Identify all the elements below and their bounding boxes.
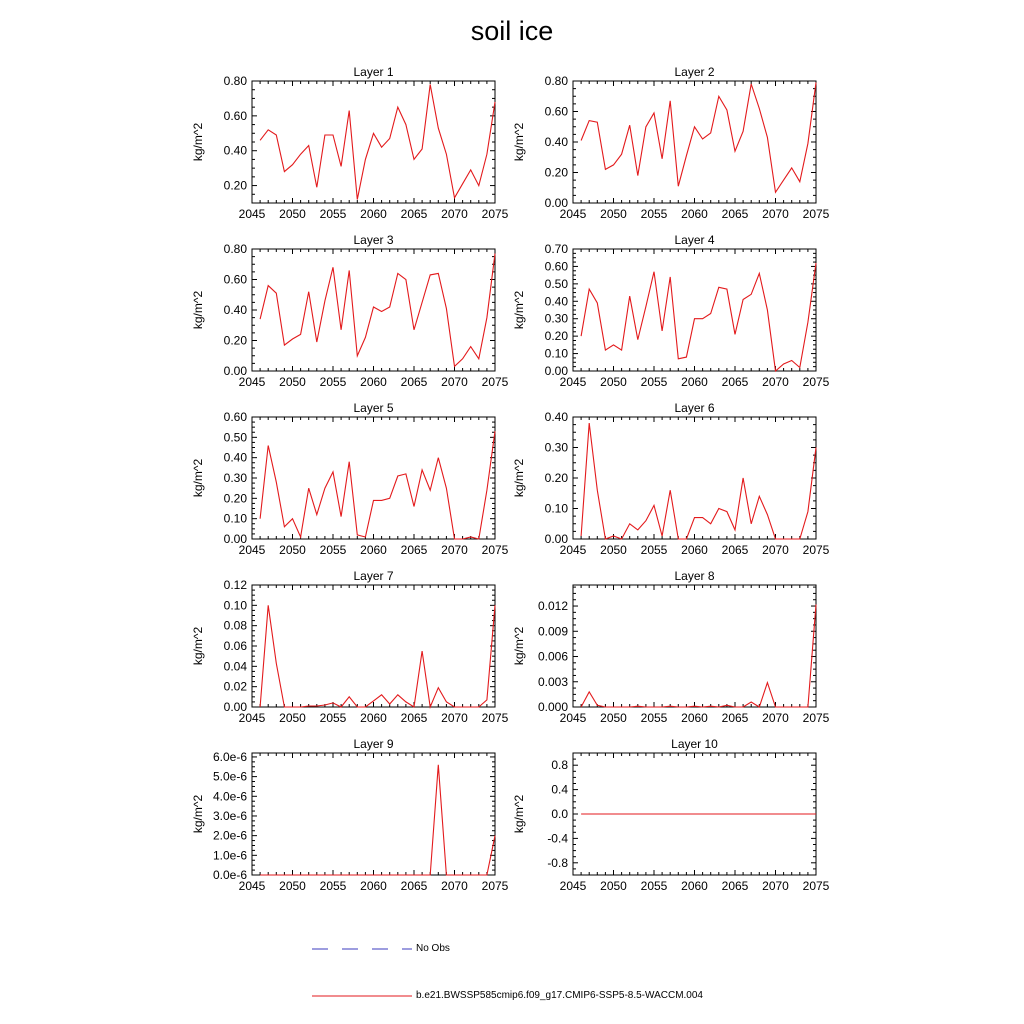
y-tick-label: 0.70 [544, 242, 568, 256]
x-tick-label: 2060 [681, 879, 708, 893]
x-tick-label: 2065 [400, 375, 428, 389]
x-tick-label: 2070 [762, 711, 789, 725]
x-tick-label: 2070 [441, 375, 468, 389]
y-tick-label: 0.50 [223, 430, 247, 445]
x-tick-label: 2055 [319, 375, 347, 389]
y-tick-label: 0.003 [537, 674, 568, 689]
x-tick-label: 2070 [762, 879, 789, 893]
chart-title: soil ice [470, 16, 554, 46]
x-tick-label: 2075 [481, 207, 509, 221]
y-tick-label: 0.20 [544, 329, 568, 344]
y-axis-label: kg/m^2 [191, 122, 205, 162]
x-tick-label: 2075 [802, 543, 830, 557]
y-tick-label: 0.20 [223, 178, 247, 193]
y-tick-label: 5.0e-6 [212, 769, 247, 784]
x-tick-label: 2045 [238, 543, 266, 557]
y-axis-label: kg/m^2 [512, 626, 526, 666]
y-tick-label: 0.000 [537, 700, 568, 714]
y-tick-label: 1.0e-6 [212, 848, 247, 863]
x-tick-label: 2045 [238, 711, 266, 725]
y-tick-label: 0.00 [223, 532, 247, 546]
y-tick-label: 4.0e-6 [212, 789, 247, 804]
x-tick-label: 2045 [559, 879, 587, 893]
x-tick-label: 2045 [238, 207, 266, 221]
y-tick-label: 0.40 [223, 450, 247, 465]
panel-title: Layer 10 [671, 737, 718, 751]
y-tick-label: 0.10 [544, 501, 568, 516]
x-tick-label: 2050 [600, 375, 627, 389]
x-tick-label: 2055 [640, 375, 668, 389]
y-tick-label: 0.80 [544, 74, 568, 88]
x-tick-label: 2070 [762, 207, 789, 221]
x-tick-label: 2075 [481, 543, 509, 557]
panel-title: Layer 2 [674, 65, 715, 79]
x-tick-label: 2070 [441, 207, 468, 221]
x-tick-label: 2055 [640, 711, 668, 725]
y-tick-label: 0.06 [223, 639, 247, 653]
y-tick-label: 0.40 [223, 303, 247, 317]
x-tick-label: 2065 [721, 375, 749, 389]
y-tick-label: 0.60 [544, 104, 568, 119]
x-tick-label: 2060 [681, 375, 708, 389]
x-tick-label: 2050 [279, 207, 306, 221]
y-tick-label: 0.50 [544, 276, 568, 291]
y-tick-label: 0.00 [223, 364, 247, 378]
x-tick-label: 2050 [600, 543, 627, 557]
panel-title: Layer 1 [353, 65, 394, 79]
x-tick-label: 2075 [802, 879, 830, 893]
y-tick-label: 0.40 [544, 135, 568, 149]
x-tick-label: 2045 [559, 543, 587, 557]
y-axis-label: kg/m^2 [512, 458, 526, 498]
y-tick-label: 0.20 [223, 491, 247, 506]
x-tick-label: 2065 [721, 543, 749, 557]
x-tick-label: 2065 [400, 879, 428, 893]
x-tick-label: 2070 [441, 879, 468, 893]
panel-title: Layer 8 [674, 569, 715, 583]
x-tick-label: 2045 [559, 375, 587, 389]
x-tick-label: 2075 [802, 207, 830, 221]
x-tick-label: 2060 [681, 543, 708, 557]
x-tick-label: 2070 [441, 543, 468, 557]
y-tick-label: 0.60 [223, 410, 247, 424]
x-tick-label: 2050 [279, 879, 306, 893]
y-tick-label: 0.40 [544, 294, 568, 309]
x-tick-label: 2060 [360, 543, 387, 557]
legend-model-label: b.e21.BWSSP585cmip6.f09_g17.CMIP6-SSP5-8.5-WACCM.004 [416, 990, 703, 1001]
y-tick-label: 0.10 [223, 511, 247, 526]
y-tick-label: 0.0 [551, 807, 568, 821]
y-tick-label: 0.00 [544, 364, 568, 378]
panel-title: Layer 4 [674, 233, 715, 247]
y-tick-label: 0.20 [544, 471, 568, 485]
y-tick-label: 0.10 [223, 598, 247, 613]
y-tick-label: 0.80 [223, 242, 247, 256]
y-tick-label: 0.20 [223, 333, 247, 348]
x-tick-label: 2065 [400, 711, 428, 725]
x-tick-label: 2055 [640, 207, 668, 221]
y-tick-label: 0.10 [544, 346, 568, 361]
y-tick-label: 0.04 [223, 659, 247, 674]
x-tick-label: 2050 [600, 711, 627, 725]
y-tick-label: 0.0e-6 [212, 868, 247, 882]
y-tick-label: 0.00 [544, 196, 568, 210]
x-tick-label: 2060 [681, 711, 708, 725]
y-tick-label: 2.0e-6 [212, 828, 247, 843]
x-tick-label: 2060 [681, 207, 708, 221]
x-tick-label: 2075 [802, 711, 830, 725]
y-tick-label: 0.40 [544, 410, 568, 424]
y-axis-label: kg/m^2 [191, 458, 205, 498]
x-tick-label: 2055 [319, 711, 347, 725]
x-tick-label: 2045 [238, 375, 266, 389]
y-tick-label: 0.02 [223, 679, 247, 694]
x-tick-label: 2055 [319, 207, 347, 221]
y-tick-label: 0.009 [537, 624, 568, 639]
x-tick-label: 2050 [279, 375, 306, 389]
x-tick-label: 2045 [559, 711, 587, 725]
y-tick-label: 0.8 [551, 758, 568, 773]
x-tick-label: 2055 [319, 879, 347, 893]
panel-title: Layer 3 [353, 233, 394, 247]
y-tick-label: 0.60 [223, 108, 247, 123]
x-tick-label: 2065 [721, 207, 749, 221]
panel-title: Layer 6 [674, 401, 715, 415]
x-tick-label: 2075 [802, 375, 830, 389]
x-tick-label: 2075 [481, 711, 509, 725]
x-tick-label: 2055 [640, 543, 668, 557]
x-tick-label: 2055 [319, 543, 347, 557]
x-tick-label: 2065 [721, 711, 749, 725]
panel-title: Layer 9 [353, 737, 394, 751]
y-axis-label: kg/m^2 [512, 122, 526, 162]
panel-title: Layer 7 [353, 569, 394, 583]
y-tick-label: 0.60 [223, 272, 247, 287]
x-tick-label: 2075 [481, 879, 509, 893]
x-tick-label: 2050 [600, 879, 627, 893]
y-axis-label: kg/m^2 [512, 290, 526, 330]
x-tick-label: 2060 [360, 375, 387, 389]
y-tick-label: 0.80 [223, 74, 247, 88]
x-tick-label: 2050 [279, 711, 306, 725]
y-tick-label: 0.30 [544, 311, 568, 326]
y-tick-label: 0.006 [537, 649, 568, 664]
x-tick-label: 2050 [279, 543, 306, 557]
y-tick-label: -0.4 [547, 831, 568, 846]
y-axis-label: kg/m^2 [191, 626, 205, 666]
y-tick-label: 0.12 [223, 578, 247, 592]
y-tick-label: 0.30 [544, 440, 568, 455]
y-tick-label: 6.0e-6 [212, 749, 247, 764]
y-tick-label: 0.00 [223, 700, 247, 714]
y-axis-label: kg/m^2 [191, 290, 205, 330]
legend-no-obs-label: No Obs [416, 943, 450, 954]
y-axis-label: kg/m^2 [191, 794, 205, 834]
y-tick-label: 0.08 [223, 618, 247, 633]
x-tick-label: 2070 [762, 375, 789, 389]
y-axis-label: kg/m^2 [512, 794, 526, 834]
x-tick-label: 2075 [481, 375, 509, 389]
y-tick-label: 0.40 [223, 143, 247, 158]
x-tick-label: 2065 [721, 879, 749, 893]
x-tick-label: 2060 [360, 711, 387, 725]
x-tick-label: 2065 [400, 543, 428, 557]
x-tick-label: 2045 [559, 207, 587, 221]
x-tick-label: 2060 [360, 879, 387, 893]
y-tick-label: 0.30 [223, 471, 247, 485]
y-tick-label: 3.0e-6 [212, 808, 247, 823]
x-tick-label: 2055 [640, 879, 668, 893]
y-tick-label: 0.20 [544, 165, 568, 180]
x-tick-label: 2060 [360, 207, 387, 221]
x-tick-label: 2065 [400, 207, 428, 221]
y-tick-label: -0.8 [547, 855, 568, 870]
x-tick-label: 2070 [441, 711, 468, 725]
y-tick-label: 0.012 [537, 599, 568, 614]
y-tick-label: 0.00 [544, 532, 568, 546]
panel-title: Layer 5 [353, 401, 394, 415]
x-tick-label: 2050 [600, 207, 627, 221]
y-tick-label: 0.60 [544, 259, 568, 274]
y-tick-label: 0.4 [551, 782, 568, 797]
x-tick-label: 2045 [238, 879, 266, 893]
x-tick-label: 2070 [762, 543, 789, 557]
